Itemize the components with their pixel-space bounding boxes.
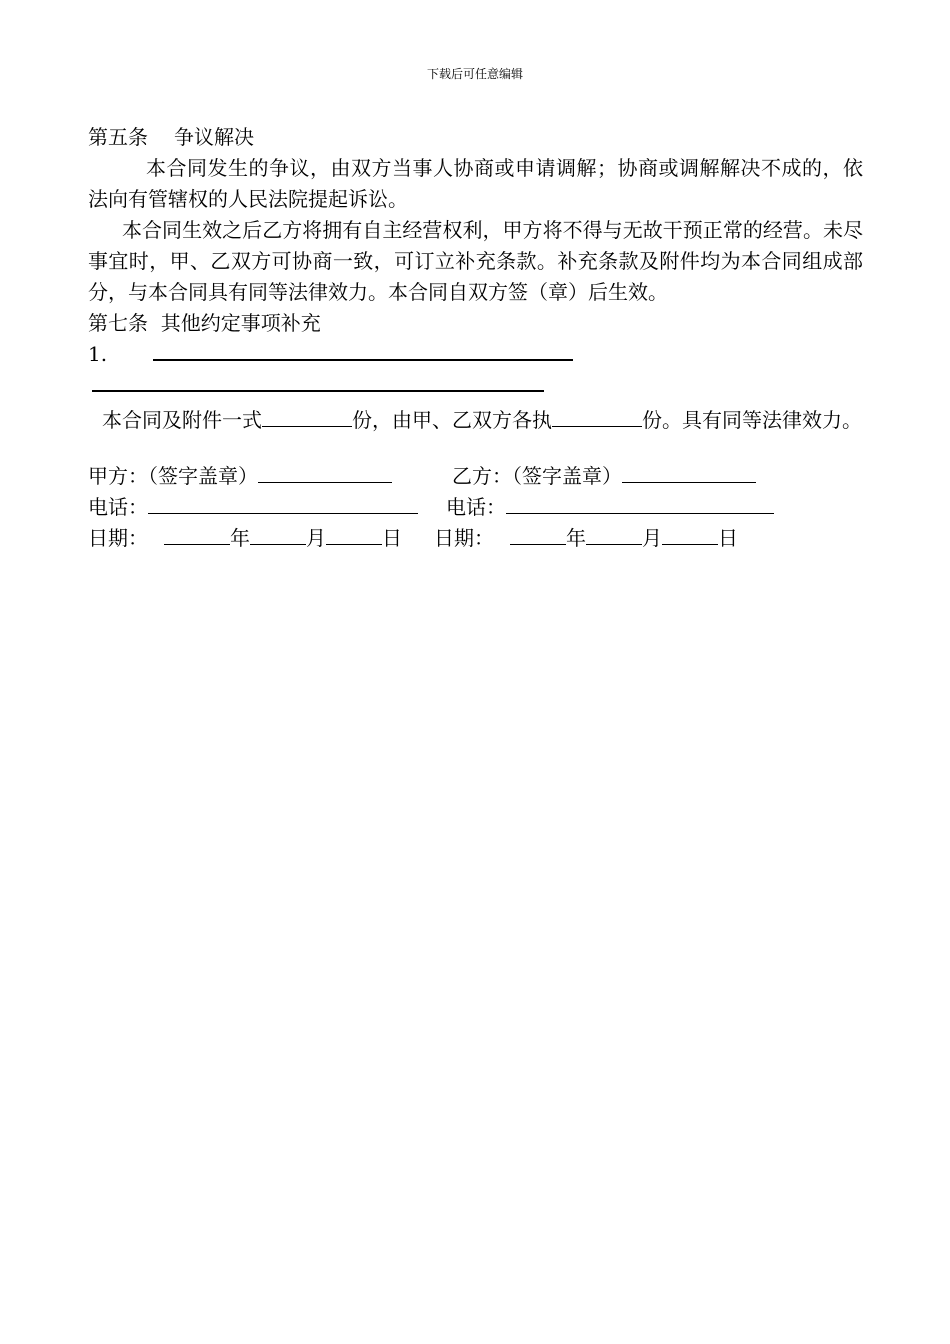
article5-title [88, 122, 863, 153]
date-row [88, 522, 863, 553]
party-a-year-blank[interactable] [164, 522, 230, 545]
party-b-signature-blank[interactable] [622, 460, 756, 483]
signature-row [88, 460, 863, 491]
article7-item-1-continuation [88, 370, 863, 404]
header-note: 下载后可任意编辑 [426, 67, 523, 81]
party-b-year-blank[interactable] [510, 522, 566, 545]
item-1-blank-line[interactable] [153, 339, 573, 361]
item-1-blank-line-2[interactable] [92, 370, 544, 392]
party-a-phone-label: 电话： [88, 495, 148, 519]
party-a-phone-blank[interactable] [148, 491, 418, 514]
party-b-phone-blank[interactable] [506, 491, 774, 514]
party-a-month-label: 月 [306, 526, 326, 550]
copies-count-blank[interactable] [262, 404, 352, 427]
party-a-label: 甲方：（签字盖章） [88, 464, 258, 488]
article5-paragraph-1: 本合同发生的争议，由双方当事人协商或申请调解；协商或调解解决不成的，依法向有管辖权的人民法院提起诉讼。 [88, 156, 863, 211]
party-b-date-label: 日期： [434, 526, 494, 550]
party-b-day-blank[interactable] [662, 522, 718, 545]
party-b-day-label: 日 [718, 526, 738, 550]
article7-item-1 [88, 339, 863, 370]
party-b-label: 乙方：（签字盖章） [452, 464, 622, 488]
party-a-month-blank[interactable] [250, 522, 306, 545]
party-a-day-blank[interactable] [326, 522, 382, 545]
copies-text-3: 份。具有同等法律效力。 [642, 408, 862, 432]
party-b-month-blank[interactable] [586, 522, 642, 545]
party-a-date-label: 日期： [88, 526, 148, 550]
article7-title: 第七条 其他约定事项补充 [88, 311, 321, 335]
party-a-signature-blank[interactable] [258, 460, 392, 483]
article5-paragraph-2: 本合同生效之后乙方将拥有自主经营权利，甲方将不得与无故干预正常的经营。未尽事宜时，甲、乙双方可协商一致，可订立补充条款。补充条款及附件均为本合同组成部分，与本合同具有同等法律效力。本合同自双方签（章）后生效。 [88, 218, 863, 304]
copies-each-blank[interactable] [552, 404, 642, 427]
copies-paragraph [88, 404, 863, 436]
copies-text-2: 份，由甲、乙双方各执 [352, 408, 552, 432]
document-body [88, 122, 863, 553]
article5-number: 第五条 [88, 125, 148, 149]
phone-row [88, 491, 863, 522]
copies-text-1: 本合同及附件一式 [102, 408, 262, 432]
article5-heading: 争议解决 [174, 125, 254, 149]
party-b-month-label: 月 [642, 526, 662, 550]
party-b-year-label: 年 [566, 526, 586, 550]
item-1-label: 1. [88, 342, 108, 366]
party-a-day-label: 日 [382, 526, 402, 550]
party-a-year-label: 年 [230, 526, 250, 550]
party-b-phone-label: 电话： [446, 495, 506, 519]
